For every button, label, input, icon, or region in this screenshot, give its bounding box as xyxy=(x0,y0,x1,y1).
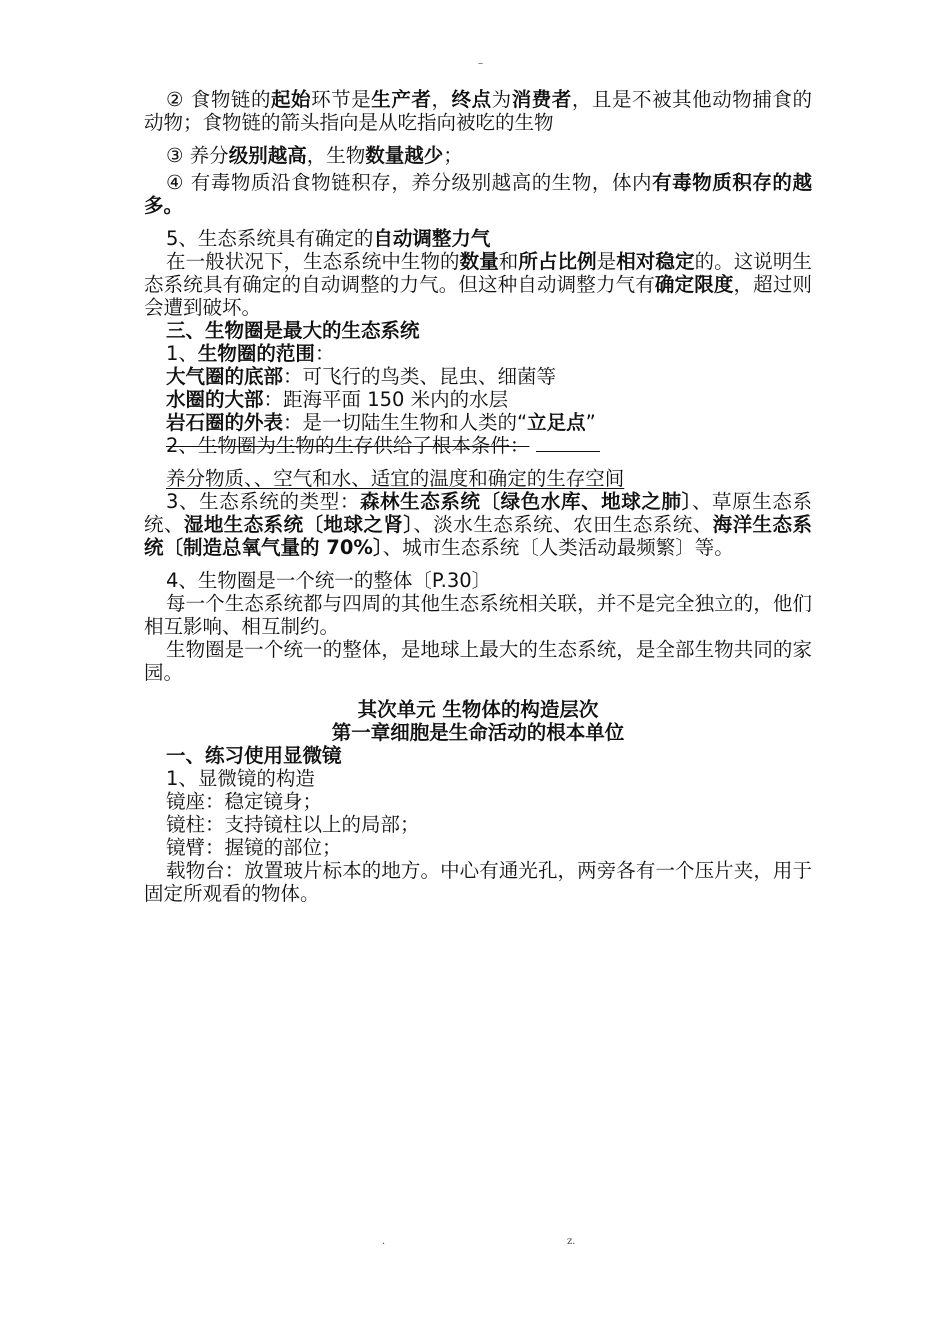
section-heading-microscope: 一、练习使用显微镜 xyxy=(166,744,342,767)
item-atmosphere: 大气圈的底部：可飞行的鸟类、昆虫、细菌等 xyxy=(166,365,557,388)
heading-self-regulation: 5、生态系统具有确定的自动调整力气 xyxy=(166,227,491,250)
paragraph-food-chain-start: ② 食物链的起始环节是生产者，终点为消费者，且是不被其他动物捕食的动物；食物链的箭头指向是从吃指向被吃的生物 xyxy=(144,88,812,134)
item-basic-conditions: 2、生物圈为生物的生存供给了根本条件： xyxy=(144,434,812,457)
paragraph-toxin-accumulation: ④ 有毒物质沿食物链积存，养分级别越高的生物，体内有毒物质积存的越多。 xyxy=(144,171,812,217)
item-microscope-structure: 1、显微镜的构造 xyxy=(166,767,315,790)
chapter-title: 第一章细胞是生命活动的根本单位 xyxy=(331,721,625,744)
paragraph-common-home: 生物圈是一个统一的整体，是地球上最大的生态系统，是全部生物共同的家园。 xyxy=(144,638,812,684)
document-body xyxy=(144,88,812,905)
item-stage: 载物台：放置玻片标本的地方。中心有通光孔，两旁各有一个压片夹，用于固定所观看的物体。 xyxy=(144,859,812,905)
item-base: 镜座：稳定镜身； xyxy=(166,790,323,813)
footer-left-mark: . xyxy=(382,1236,386,1247)
item-arm: 镜臂：握镜的部位； xyxy=(166,836,342,859)
paragraph-ecosystem-types: 3、生态系统的类型：森林生态系统〔绿色水库、地球之肺〕、草原生态系统、湿地生态系统〔地球之肾〕、淡水生态系统、农田生态系统、海洋生态系统〔制造总氧气量的 70%〕、城市生态系统〔人类活动最频繁〕等。 xyxy=(144,490,812,559)
section-heading-biosphere: 三、生物圈是最大的生态系统 xyxy=(166,319,420,342)
header-mark: – xyxy=(478,58,483,69)
paragraph-trophic-level: ③ 养分级别越高，生物数量越少； xyxy=(166,144,463,167)
item-pillar: 镜柱：支持镜柱以上的局部； xyxy=(166,813,420,836)
paragraph-interconnection: 每一个生态系统都与四周的其他生态系统相关联，并不是完全独立的，他们相互影响、相互制约。 xyxy=(144,592,812,638)
item-hydrosphere: 水圈的大部：距海平面 150 米内的水层 xyxy=(166,388,509,411)
item-biosphere-range: 1、生物圈的范围： xyxy=(166,342,335,365)
item-biosphere-unity: 4、生物圈是一个统一的整体〔P.30〕 xyxy=(166,569,492,592)
unit-title: 其次单元 生物体的构造层次 xyxy=(357,698,599,721)
footer-right-mark: z. xyxy=(567,1236,576,1247)
item-lithosphere: 岩石圈的外表：是一切陆生生物和人类的“立足点” xyxy=(166,411,596,434)
item-conditions-list: 养分物质、、空气和水、适宜的温度和确定的生存空间 xyxy=(166,467,625,490)
fill-blank-line xyxy=(536,437,600,452)
paragraph-self-regulation: 在一般状况下，生态系统中生物的数量和所占比例是相对稳定的。这说明生态系统具有确定的自动调整的力气。但这种自动调整力气有确定限度，超过则会遭到破坏。 xyxy=(144,250,812,319)
